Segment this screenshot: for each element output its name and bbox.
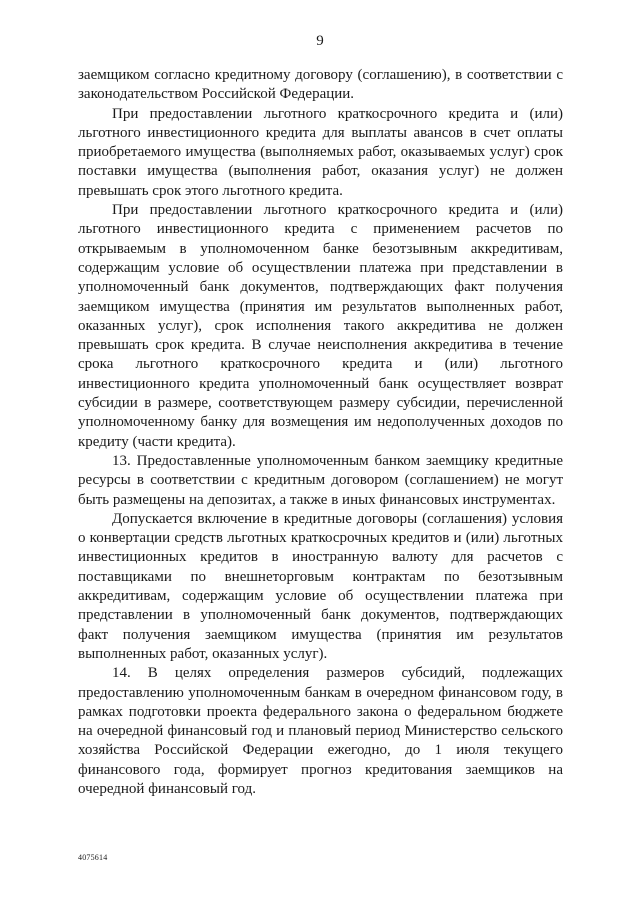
paragraph: 14. В целях определения размеров субсидий, подлежащих предоставлению уполномоченным банкам в очередном финансовом году, в рамках подготовки проекта федерального закона о федеральном бюджете на очередной финансовый год и плановый период Министерство сельского хозяйства Российской Федерации ежегодно, до 1 июля текущего финансового года, формирует прогноз кредитования заемщиков на очередной финансовый год.	[78, 665, 563, 797]
document-body	[78, 66, 563, 799]
paragraph: Допускается включение в кредитные договоры (соглашения) условия о конвертации средств льготных краткосрочных кредитов и (или) льготных инвестиционных кредитов в иностранную валюту для расчетов с поставщиками по внешнеторговым контрактам по безотзывным аккредитивам, содержащим условие об осуществлении платежа при представлении в уполномоченный банк документов, подтверждающих факт получения заемщиком имущества (принятия им результатов выполненных работ, оказанных услуг).	[78, 510, 563, 662]
paragraph: 13. Предоставленные уполномоченным банком заемщику кредитные ресурсы в соответствии с кредитным договором (соглашением) не могут быть размещены на депозитах, а также в иных финансовых инструментах.	[78, 452, 563, 508]
paragraph: заемщиком согласно кредитному договору (соглашению), в соответствии с законодательством Российской Федерации.	[78, 67, 563, 103]
document-code: 4075614	[78, 853, 108, 862]
page-number: 9	[316, 33, 324, 49]
paragraph: При предоставлении льготного краткосрочного кредита и (или) льготного инвестиционного кредита для выплаты авансов в счет оплаты приобретаемого имущества (выполняемых работ, оказываемых услуг) срок поставки имущества (выполнения работ, оказания услуг) не должен превышать срок этого льготного кредита.	[78, 105, 563, 199]
paragraph: При предоставлении льготного краткосрочного кредита и (или) льготного инвестиционного кредита с применением расчетов по открываемым в уполномоченном банке безотзывным аккредитивам, содержащим условие об осуществлении платежа при представлении в уполномоченный банк документов, подтверждающих факт получения заемщиком имущества (принятия им результатов выполненных работ, оказанных услуг), срок исполнения такого аккредитива не должен превышать срок кредита. В случае неисполнения аккредитива в течение срока льготного краткосрочного кредита и (или) льготного инвестиционного кредита уполномоченный банк осуществляет возврат субсидии в размере, соответствующем размеру субсидии, перечисленной уполномоченному банку для возмещения им недополученных доходов по кредиту (части кредита).	[78, 202, 563, 450]
